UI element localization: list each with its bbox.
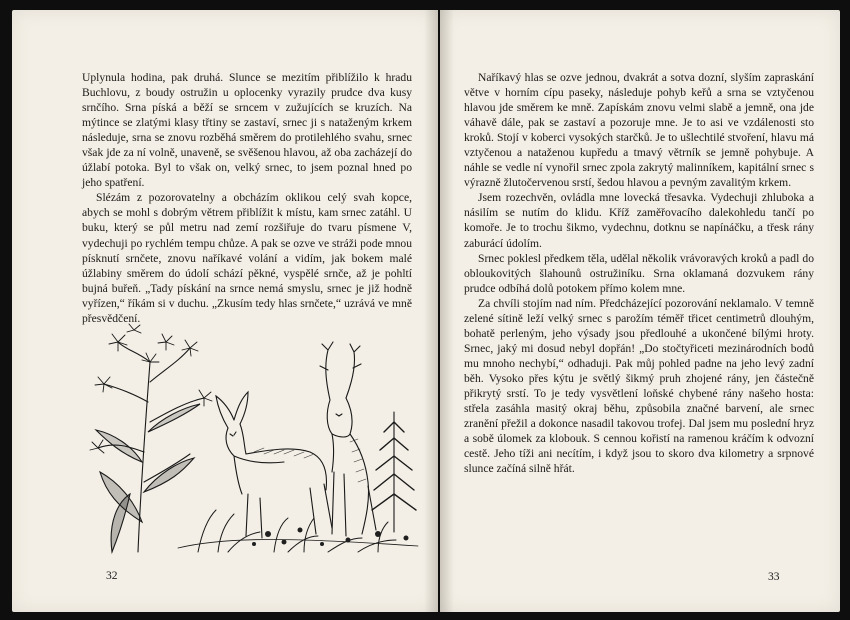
page-number: 33 bbox=[768, 571, 780, 583]
gutter-shadow bbox=[440, 10, 454, 612]
paragraph: Za chvíli stojím nad ním. Předcházející pozorování neklamalo. V temně zelené sítině leží velký srnec s parožím téměř třicet centimetrů dlouhým, bohatě perleným, jeho výsady jsou předlouhé a ukončené bílými hroty. Srnec, jaký mi dosud nebyl dopřán! „Do stočtyřiceti mezinárodních bodů mu mnoho nechybí,“ odhaduji. Pak můj pohled padne na jeho levý zadní běh. Vysoko přes kýtu je světlý šikmý pruh zhojené rány, jen částečně přikrytý srstí. To je tedy vysvětlení loňské chybené rány našeho hosta: střela zasáhla masitý okraj běhu, způsobila značné barvení, ale srnec zranění přežil a dokonce nasadil takovou trofej. Dal jsem mu poslední hryz a sobě úlomek za klobouk. S cennou kořistí na ramenou kráčím k odvozní cestě. Jeho tíži ani necítím, i když jsou to skoro dva kilometry a srpnové slunce začíná silně hřát. bbox=[464, 296, 814, 476]
left-page bbox=[12, 10, 438, 612]
paragraph: Slézám z pozorovatelny a obcházím oklikou celý svah kopce, abych se mohl s dobrým větrem přiblížit k místu, kam srnec zatáhl. U buku, který se půl metru nad zemí rozšiřuje do tvaru písmene V, vydechuji po rychlém tempu chůze. A pak se ozve ve stráži pode mnou písknutí srnčete, znovu naříkavé volání a vidím, jak bokem malé úžlabiny směrem do údolí schází pěkné, vyspělé srnče, až je pohltí bujná buřeň. „Tady pískání na srnce nemá smyslu, srnec je již hodně vyřízen,“ říkám si v duchu. „Zkusím tedy hlas srnčete,“ uzrává ve mně přesvědčení. bbox=[82, 191, 412, 325]
right-page bbox=[440, 10, 840, 612]
paragraph: Naříkavý hlas se ozve jednou, dvakrát a sotva dozní, slyším zapraskání větve v horním cípu paseky, následuje pohyb keřů a srna se vztyčenou hlavou jde směrem ke mně. Zapískám znovu velmi slabě a jemně, ona jde váhavě dále, pak se zastaví a pozoruje mne. Je to asi ve vzdálenosti sto kroků. Stojí v koberci vysokých starčků. Je to ušlechtilé stvoření, hlavu má vztyčenou a nataženou kupředu a tmavý větrník se jemně pohybuje. A náhle se vedle ní vynořil srnec zpola zakrytý malinníkem, kapitální srnec s výrazně žlutočervenou srstí, šedou hlavou a pevným zavalitým krkem. bbox=[464, 71, 814, 190]
paragraph: Srnec poklesl předkem těla, udělal několik vrávoravých kroků a padl do obloukovitých šlahounů ostružiníku. Srna oklamaná dozvukem rány prudce odbíhá dolů potokem přímo kolem mne. bbox=[464, 251, 814, 295]
left-page-text bbox=[82, 70, 412, 326]
page-number: 32 bbox=[106, 570, 118, 582]
paragraph: Uplynula hodina, pak druhá. Slunce se mezitím přiblížilo k hradu Buchlovu, z boudy ostružin u oplocenky vyrazily prudce dva kusy srnčího. Srna píská a běží se srncem v zužujících se kruzích. Na mýtince se zlatými klasy třtiny se zastaví, srnec ji s nataženým krkem následuje, srna se znovu rozběhá směrem do protilehlého svahu, srnec však jde za ní volně, unaveně, se svěšenou hlavou, až oba zacházejí do úžlabí potoka. Byl to však on, velký srnec, to jsem poznal hned po jeho spatření. bbox=[82, 71, 412, 190]
book-spread bbox=[12, 10, 840, 614]
right-page-text bbox=[464, 70, 814, 476]
paragraph: Jsem rozechvěn, ovládla mne lovecká třesavka. Vydechuji zhluboka a násilím se nutím do klidu. Kříž zaměřovacího dalekohledu tančí po komoře. Je to trochu šikmo, vydechnu, dotknu se napínáčku, a třesk rány zaburácí údolím. bbox=[464, 191, 814, 250]
gutter-shadow bbox=[424, 10, 438, 612]
roe-deer-illustration bbox=[78, 322, 424, 554]
